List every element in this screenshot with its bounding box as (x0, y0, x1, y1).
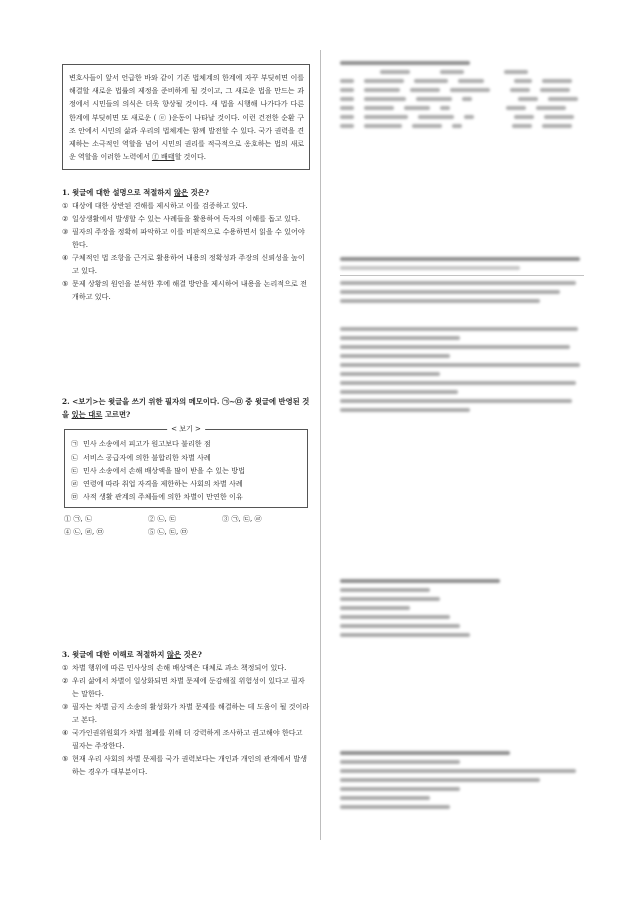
question-2-choice-3[interactable]: ③ ㉠, ㉢, ㉣ (222, 514, 262, 524)
question-1-option-1[interactable] (62, 199, 310, 212)
question-1 (62, 186, 310, 303)
bogi-item-text: 민사 소송에서 손해 배상액을 많이 받을 수 있는 방법 (83, 465, 245, 475)
question-2-number: 2. (62, 397, 70, 407)
bogi-item-mark: ㉤ (71, 492, 79, 502)
question-1-stem-underline: 않은 (173, 188, 189, 198)
question-3-option-4[interactable] (62, 726, 310, 752)
option-text: 일상생활에서 발생할 수 있는 사례들을 활용하여 독자의 이해를 돕고 있다. (72, 214, 301, 224)
option-text: 필자의 주장을 정확히 파악하고 이를 비판적으로 수용하면서 읽을 수 있어야 한다. (72, 227, 305, 250)
option-mark: ② (62, 676, 69, 686)
blurred-table (340, 56, 580, 133)
bogi-item-text: 연령에 따라 취업 자격을 제한하는 사회의 차별 사례 (83, 479, 243, 489)
bogi-item-5 (71, 490, 301, 503)
blurred-question-block-1 (340, 252, 584, 417)
bogi-item-mark: ㉣ (71, 479, 79, 489)
question-3-options (62, 661, 310, 778)
question-3-stem-text: 윗글에 대한 이해로 적절하지 (72, 650, 167, 660)
passage-ending: 할 것이다. (174, 152, 206, 162)
blurred-question-block-3 (340, 746, 584, 814)
bogi-item-4 (71, 477, 301, 490)
question-2-choices (64, 512, 310, 538)
option-mark: ③ (62, 702, 69, 712)
question-1-option-3[interactable] (62, 225, 310, 251)
question-1-option-2[interactable] (62, 212, 310, 225)
passage-box (62, 64, 310, 170)
option-mark: ① (62, 201, 69, 211)
left-column (62, 64, 310, 778)
question-2-choice-1[interactable]: ① ㉠, ㉡ (64, 514, 93, 524)
option-text: 필자는 차별 금지 소송의 활성화가 차별 문제를 해결하는 데 도움이 될 것이라고 본다. (72, 702, 310, 725)
question-3-option-1[interactable] (62, 661, 310, 674)
bogi-items (64, 429, 308, 508)
bogi-item-text: 민사 소송에서 피고가 원고보다 불리한 점 (83, 439, 211, 449)
column-divider (320, 50, 321, 840)
bogi-title: < 보기 > (167, 423, 205, 436)
passage-underlined-term: ⓕ 배태 (151, 152, 175, 162)
question-1-stem-text: 윗글에 대한 설명으로 적절하지 (72, 188, 174, 198)
question-1-options (62, 199, 310, 303)
option-mark: ② (62, 214, 69, 224)
question-3-option-5[interactable] (62, 752, 310, 778)
question-3-stem-end: 것은? (181, 650, 202, 660)
option-text: 국가인권위원회가 차별 철폐를 위해 더 강력하게 조사하고 권고해야 한다고 필자는 주장한다. (72, 728, 303, 751)
bogi-item-mark: ㉡ (71, 452, 79, 462)
option-mark: ① (62, 663, 69, 673)
bogi-item-text: 사적 생활 관계의 주체들에 의한 차별이 만연한 이유 (83, 492, 243, 502)
blurred-question-block-2 (340, 574, 584, 642)
question-1-stem-end: 것은? (188, 188, 209, 198)
question-3-option-2[interactable] (62, 674, 310, 700)
question-2-choice-2[interactable]: ② ㉡, ㉢ (148, 514, 177, 524)
question-1-stem (62, 186, 310, 199)
question-3-option-3[interactable] (62, 700, 310, 726)
option-text: 문제 상황의 원인을 분석한 후에 해결 방안을 제시하여 내용을 논리적으로 전개하고 있다. (72, 279, 307, 302)
question-3-stem (62, 648, 310, 661)
bogi-item-1 (71, 437, 301, 450)
bogi-item-mark: ㉢ (71, 465, 79, 475)
option-mark: ④ (62, 728, 69, 738)
question-2-stem-end: 고르면? (102, 410, 131, 420)
option-mark: ④ (62, 253, 69, 263)
bogi-item-2 (71, 451, 301, 464)
question-1-number: 1. (62, 188, 70, 198)
option-text: 우리 삶에서 차별이 일상화되면 차별 문제에 둔감해질 위험성이 있다고 필자는 말한다. (72, 676, 305, 699)
bogi-item-3 (71, 464, 301, 477)
passage-text: 변호사들이 앞서 언급한 바와 같이 기존 법체계의 한계에 자꾸 부딪히면 이를 해결할 새로운 법률의 제정을 준비하게 될 것이고, 그 새로운 법을 만드는 과정에서 시민들의 의식은 더욱 향상될 것이다. 새 법을 시행해 나가다가 다른 한계에 부딪히면 또 새로운 ( ⓔ )운동이 나타날 것이다. 이런 건전한 순환 구조 안에서 시민의 삶과 우리의 법체계는 함께 발전할 수 있다. 국가 권력을 견제하는 소극적인 역할을 넘어 시민의 권리를 적극적으로 옹호하는 법의 새로운 역할을 이러한 노력에서 (69, 73, 304, 162)
question-2-stem (62, 395, 310, 421)
option-text: 차별 행위에 따른 민사상의 손해 배상액은 대체로 과소 책정되어 있다. (72, 663, 287, 673)
question-2 (62, 395, 310, 538)
option-mark: ⑤ (62, 754, 69, 764)
bogi-item-text: 서비스 공급자에 의한 불합리한 차별 사례 (83, 452, 211, 462)
question-3-stem-underline: 않은 (166, 650, 182, 660)
question-1-option-4[interactable] (62, 251, 310, 277)
option-mark: ⑤ (62, 279, 69, 289)
option-mark: ③ (62, 227, 69, 237)
question-1-option-5[interactable] (62, 277, 310, 303)
option-text: 구체적인 법 조항을 근거로 활용하여 내용의 정확성과 주장의 신뢰성을 높이고 있다. (72, 253, 305, 276)
question-3 (62, 648, 310, 778)
question-2-choice-4[interactable]: ④ ㉡, ㉣, ㉤ (64, 527, 104, 537)
option-text: 현재 우리 사회의 차별 문제를 국가 권력보다는 개인과 개인의 관계에서 발생하는 경우가 대부분이다. (72, 754, 307, 777)
question-2-stem-underline: 있는 대로 (71, 410, 103, 420)
question-2-choice-5[interactable]: ⑤ ㉡, ㉢, ㉤ (148, 527, 188, 537)
option-text: 대상에 대한 상반된 견해를 제시하고 이를 검증하고 있다. (72, 201, 248, 211)
question-3-number: 3. (62, 650, 70, 660)
question-2-stem-text: <보기>는 윗글을 쓰기 위한 필자의 메모이다. ㉠~㉤ 중 윗글에 반영된 것을 (62, 397, 310, 420)
bogi-box (64, 425, 308, 508)
bogi-item-mark: ㉠ (71, 439, 79, 449)
